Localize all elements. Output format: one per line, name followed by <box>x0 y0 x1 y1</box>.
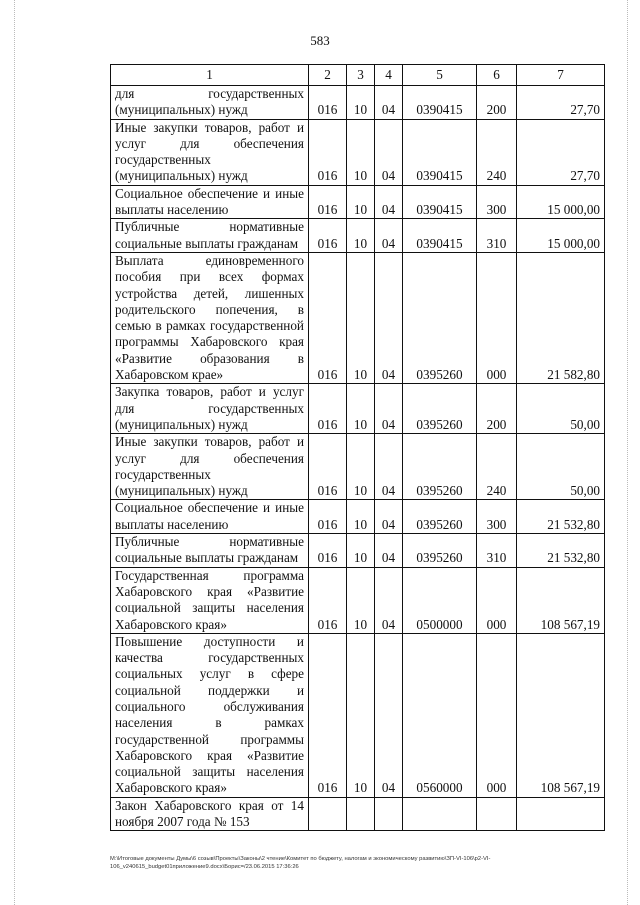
row-value-cell-4: 04 <box>375 185 403 219</box>
row-value-cell-5: 0395260 <box>403 434 477 500</box>
table-row <box>111 434 605 500</box>
row-name-cell: Повышение доступности и качества государственных социальных услуг в сфере социальной поддержки и социального обслуживания населения в рамках государственной программы Хабаровского края «Развитие социальной защиты населения Хабаровского края» <box>111 633 309 797</box>
row-value-cell-6: 200 <box>477 86 517 120</box>
budget-table <box>110 64 605 831</box>
row-value-cell-7: 50,00 <box>517 384 605 434</box>
row-value-cell-3 <box>347 797 375 831</box>
table-body <box>111 86 605 831</box>
header-col-2: 2 <box>309 65 347 86</box>
row-value-cell-6 <box>477 797 517 831</box>
row-value-cell-5: 0395260 <box>403 384 477 434</box>
row-value-cell-4: 04 <box>375 384 403 434</box>
row-value-cell-6: 240 <box>477 119 517 185</box>
row-name-cell: для государственных (муниципальных) нужд <box>111 86 309 120</box>
row-value-cell-2: 016 <box>309 633 347 797</box>
header-col-7: 7 <box>517 65 605 86</box>
table-row <box>111 534 605 568</box>
row-value-cell-7 <box>517 797 605 831</box>
row-value-cell-2: 016 <box>309 534 347 568</box>
row-value-cell-3: 10 <box>347 534 375 568</box>
row-value-cell-6: 000 <box>477 567 517 633</box>
table-row <box>111 86 605 120</box>
row-name-cell: Публичные нормативные социальные выплаты гражданам <box>111 219 309 253</box>
row-value-cell-7: 21 532,80 <box>517 534 605 568</box>
header-col-1: 1 <box>111 65 309 86</box>
row-value-cell-2: 016 <box>309 252 347 383</box>
row-value-cell-4: 04 <box>375 534 403 568</box>
row-value-cell-4: 04 <box>375 252 403 383</box>
row-value-cell-7: 21 582,80 <box>517 252 605 383</box>
row-name-cell: Закупка товаров, работ и услуг для государственных (муниципальных) нужд <box>111 384 309 434</box>
row-value-cell-5 <box>403 797 477 831</box>
table-header-row <box>111 65 605 86</box>
row-value-cell-7: 21 532,80 <box>517 500 605 534</box>
row-value-cell-2: 016 <box>309 86 347 120</box>
table-row <box>111 219 605 253</box>
table-row <box>111 500 605 534</box>
row-value-cell-4 <box>375 797 403 831</box>
row-value-cell-6: 300 <box>477 185 517 219</box>
row-name-cell: Социальное обеспечение и иные выплаты населению <box>111 500 309 534</box>
row-value-cell-5: 0560000 <box>403 633 477 797</box>
row-value-cell-3: 10 <box>347 567 375 633</box>
row-value-cell-3: 10 <box>347 434 375 500</box>
row-value-cell-6: 000 <box>477 252 517 383</box>
row-value-cell-3: 10 <box>347 86 375 120</box>
row-value-cell-7: 108 567,19 <box>517 567 605 633</box>
row-value-cell-5: 0390415 <box>403 119 477 185</box>
scan-edge-left <box>14 0 15 905</box>
row-value-cell-3: 10 <box>347 119 375 185</box>
row-value-cell-2 <box>309 797 347 831</box>
row-value-cell-5: 0395260 <box>403 500 477 534</box>
table-row <box>111 567 605 633</box>
row-value-cell-7: 15 000,00 <box>517 185 605 219</box>
row-value-cell-5: 0395260 <box>403 534 477 568</box>
row-value-cell-7: 27,70 <box>517 119 605 185</box>
header-col-3: 3 <box>347 65 375 86</box>
row-name-cell: Социальное обеспечение и иные выплаты населению <box>111 185 309 219</box>
row-value-cell-4: 04 <box>375 567 403 633</box>
row-name-cell: Публичные нормативные социальные выплаты гражданам <box>111 534 309 568</box>
table-row <box>111 185 605 219</box>
table-row <box>111 797 605 831</box>
row-value-cell-6: 300 <box>477 500 517 534</box>
row-value-cell-2: 016 <box>309 219 347 253</box>
row-value-cell-6: 240 <box>477 434 517 500</box>
page-number: 583 <box>310 33 330 48</box>
row-value-cell-4: 04 <box>375 500 403 534</box>
row-value-cell-4: 04 <box>375 219 403 253</box>
row-value-cell-5: 0390415 <box>403 185 477 219</box>
header-col-4: 4 <box>375 65 403 86</box>
row-value-cell-5: 0500000 <box>403 567 477 633</box>
header-col-5: 5 <box>403 65 477 86</box>
table-row <box>111 384 605 434</box>
row-value-cell-7: 50,00 <box>517 434 605 500</box>
row-value-cell-5: 0395260 <box>403 252 477 383</box>
row-value-cell-4: 04 <box>375 119 403 185</box>
row-value-cell-3: 10 <box>347 633 375 797</box>
row-value-cell-3: 10 <box>347 185 375 219</box>
row-name-cell: Иные закупки товаров, работ и услуг для обеспечения государственных (муниципальных) нужд <box>111 119 309 185</box>
row-name-cell: Закон Хабаровского края от 14 ноября 2007 года № 153 <box>111 797 309 831</box>
scan-edge-right <box>627 0 628 905</box>
row-value-cell-2: 016 <box>309 434 347 500</box>
file-path-footer: M:\Итоговые документы Думы\6 созыв\Проекты\Законы\2 чтение\Комитет по бюджету, налогам и экономическому развитию\ЗП-VI-106\р2-VI-106_v240615_budget01приложение9.docx\Борис=/23.06.2015 17:36:26 <box>110 856 491 870</box>
row-value-cell-6: 000 <box>477 633 517 797</box>
row-value-cell-4: 04 <box>375 633 403 797</box>
row-value-cell-3: 10 <box>347 252 375 383</box>
row-value-cell-4: 04 <box>375 434 403 500</box>
row-value-cell-2: 016 <box>309 500 347 534</box>
row-value-cell-3: 10 <box>347 500 375 534</box>
table-row <box>111 252 605 383</box>
row-value-cell-2: 016 <box>309 384 347 434</box>
header-col-6: 6 <box>477 65 517 86</box>
row-value-cell-3: 10 <box>347 384 375 434</box>
row-value-cell-4: 04 <box>375 86 403 120</box>
row-value-cell-7: 15 000,00 <box>517 219 605 253</box>
row-value-cell-2: 016 <box>309 567 347 633</box>
row-value-cell-6: 200 <box>477 384 517 434</box>
row-value-cell-7: 27,70 <box>517 86 605 120</box>
row-name-cell: Выплата единовременного пособия при всех формах устройства детей, лишенных родительского попечения, в семью в рамках государственной программы Хабаровского края «Развитие образования в Хабаровском крае» <box>111 252 309 383</box>
row-value-cell-7: 108 567,19 <box>517 633 605 797</box>
row-value-cell-2: 016 <box>309 119 347 185</box>
row-value-cell-3: 10 <box>347 219 375 253</box>
row-value-cell-2: 016 <box>309 185 347 219</box>
row-value-cell-5: 0390415 <box>403 86 477 120</box>
row-name-cell: Государственная программа Хабаровского края «Развитие социальной защиты населения Хабаровского края» <box>111 567 309 633</box>
table-row <box>111 119 605 185</box>
row-name-cell: Иные закупки товаров, работ и услуг для обеспечения государственных (муниципальных) нужд <box>111 434 309 500</box>
row-value-cell-6: 310 <box>477 534 517 568</box>
table-row <box>111 633 605 797</box>
row-value-cell-6: 310 <box>477 219 517 253</box>
row-value-cell-5: 0390415 <box>403 219 477 253</box>
